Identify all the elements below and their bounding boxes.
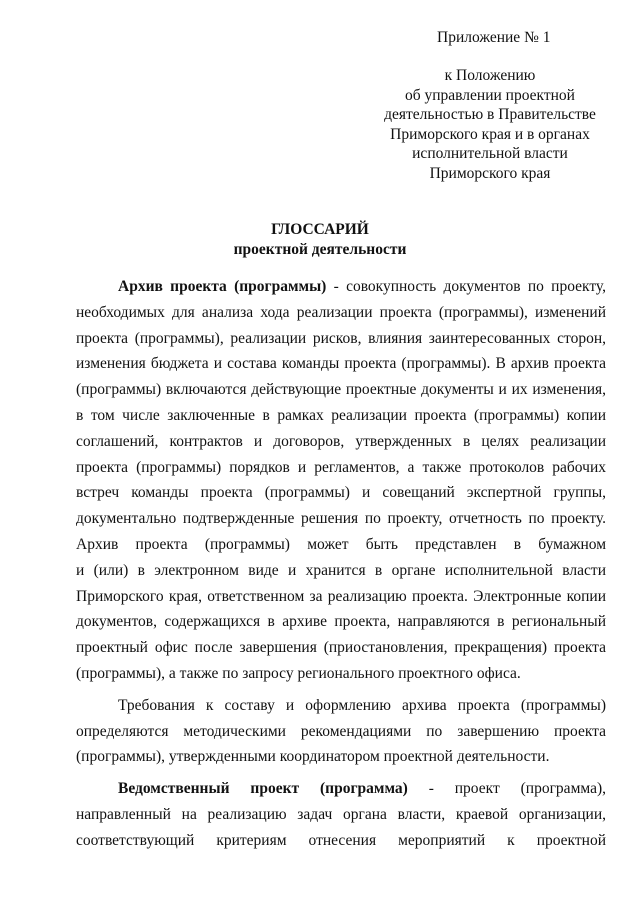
paragraph-line: [76, 274, 606, 300]
paragraph-line: [76, 776, 606, 802]
paragraph-line: в том числе заключенные в рамках реализации проекта (программы) копии: [76, 406, 606, 424]
paragraph-line: проектный офис после завершения (приостановления, прекращения) проекта: [76, 639, 606, 657]
annex-ref-line: к Положению: [444, 67, 536, 84]
paragraph-line: документально подтвержденные решения по проекту, отчетность по проекту.: [76, 510, 606, 528]
paragraph-line: необходимых для анализа хода реализации проекта (программы), изменений: [76, 303, 606, 321]
paragraph-line: (программы), утвержденными координатором проектной деятельности.: [76, 748, 550, 766]
annex-ref-line: деятельностью в Правительстве: [384, 106, 596, 123]
page-title: [0, 220, 640, 260]
annex-ref-line: об управлении проектной: [405, 86, 575, 104]
definition-text: - проект (программа),: [407, 780, 606, 798]
paragraph-line: (программы), а также по запросу регионального проектного офиса.: [76, 664, 521, 682]
definition-text: - совокупность документов по проекту,: [326, 278, 606, 295]
paragraph-line: встреч команды проекта (программы) и совещаний экспертной группы,: [76, 484, 606, 502]
subtitle-line: проектной деятельности: [233, 241, 407, 258]
annex-reference: [360, 66, 620, 183]
paragraph-line: направленный на реализацию задач органа власти, краевой организации,: [76, 805, 606, 823]
annex-ref-line: Приморского края: [429, 164, 551, 182]
paragraph-line: Архив проекта (программы) может быть представлен в бумажном: [76, 535, 606, 553]
paragraph-line: Требования к составу и оформлению архива проекта (программы): [118, 696, 606, 714]
paragraph-line: проекта (программы), реализации рисков, влияния заинтересованных сторон,: [76, 329, 606, 347]
paragraph-line: соответствующий критериям отнесения мероприятий к проектной: [76, 831, 606, 849]
paragraph-line: определяются методическими рекомендациями по завершению проекта: [76, 722, 606, 740]
paragraph-line: документов, содержащихся в архиве проекта, направляются в региональный: [76, 613, 606, 631]
paragraph-line: изменения бюджета и состава команды проекта (программы). В архив проекта: [76, 355, 606, 373]
term: Архив проекта (программы): [118, 278, 327, 295]
paragraph-archive: [76, 274, 606, 687]
paragraph-departmental-project: [76, 776, 606, 853]
title-line: ГЛОССАРИЙ: [271, 221, 369, 238]
document-body: [76, 274, 606, 854]
paragraph-line: Приморского края, ответственном за реализацию проекта. Электронные копии: [76, 587, 606, 605]
paragraph-line: проекта (программы) порядков и регламентов, а также протоколов рабочих: [76, 458, 606, 476]
paragraph-line: и (или) в электронном виде и хранится в органе исполнительной власти: [76, 561, 606, 579]
paragraph-requirements: [76, 693, 606, 770]
paragraph-line: соглашений, контрактов и договоров, утвержденных в целях реализации: [76, 432, 606, 450]
term: Ведомственный проект (программа): [118, 780, 408, 798]
annex-number: Приложение № 1: [437, 29, 551, 46]
annex-ref-line: Приморского края и в органах: [390, 125, 590, 143]
annex-ref-line: исполнительной власти: [412, 145, 568, 162]
paragraph-line: (программы) включаются действующие проектные документы и их изменения,: [76, 381, 606, 399]
